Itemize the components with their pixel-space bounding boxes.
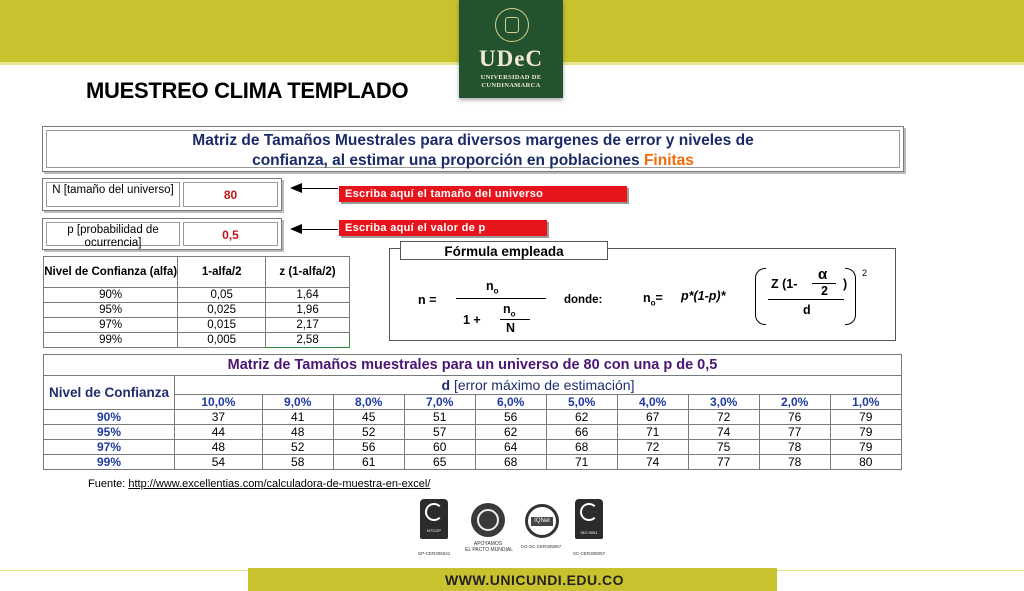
z-header-alfa: 1-alfa/2 bbox=[178, 257, 266, 288]
n0-sub: o bbox=[510, 309, 516, 319]
sample-size-cell: 79 bbox=[830, 410, 901, 425]
n-label: N [tamaño del universo] bbox=[46, 182, 180, 207]
icontec-cert-icon bbox=[420, 499, 448, 539]
sample-size-cell: 68 bbox=[475, 455, 546, 470]
sample-size-cell: 74 bbox=[688, 425, 759, 440]
formula-n0-top bbox=[486, 279, 499, 296]
sample-size-cell: 71 bbox=[617, 425, 688, 440]
table-row bbox=[44, 425, 902, 440]
n0-letter: n bbox=[503, 302, 511, 316]
equals-sign: = bbox=[655, 291, 663, 305]
p-input-box bbox=[42, 218, 282, 250]
sample-size-cell: 64 bbox=[475, 440, 546, 455]
z-header-z: z (1-alfa/2) bbox=[266, 257, 350, 288]
z-fraction-line bbox=[768, 299, 844, 300]
z-cell: 95% bbox=[44, 303, 178, 318]
n-hint-label: Escriba aquí el tamaño del universo bbox=[339, 186, 627, 202]
udec-logo bbox=[459, 0, 563, 98]
sample-size-cell: 66 bbox=[546, 425, 617, 440]
z-table bbox=[43, 256, 350, 348]
sample-size-cell: 51 bbox=[404, 410, 475, 425]
sample-size-cell: 37 bbox=[175, 410, 263, 425]
sample-matrix-title: Matriz de Tamaños muestrales para un universo de 80 con una p de 0,5 bbox=[44, 355, 902, 376]
sample-size-cell: 56 bbox=[333, 440, 404, 455]
formula-donde: donde: bbox=[564, 294, 603, 306]
cert4-cap: ISO 9001 bbox=[580, 530, 598, 535]
sample-size-cell: 79 bbox=[830, 425, 901, 440]
sample-size-cell: 61 bbox=[333, 455, 404, 470]
z-cell: 2,17 bbox=[266, 318, 350, 333]
sample-matrix-table bbox=[43, 354, 902, 470]
confidence-level-cell: 95% bbox=[44, 425, 175, 440]
table-row bbox=[44, 318, 350, 333]
p-label: p [probabilidad de ocurrencia] bbox=[46, 222, 180, 246]
cert1-code: GP-CER305041 bbox=[417, 551, 451, 556]
logo-name: UDeC bbox=[478, 46, 544, 71]
d-header bbox=[175, 376, 902, 395]
sample-size-cell: 74 bbox=[617, 455, 688, 470]
fraction-line bbox=[456, 298, 546, 299]
arrow-line bbox=[300, 229, 338, 230]
sample-size-cell: 76 bbox=[759, 410, 830, 425]
source-label: Fuente: bbox=[88, 478, 129, 490]
formula-p-expr: p*(1-p)* bbox=[681, 289, 726, 303]
sample-size-cell: 45 bbox=[333, 410, 404, 425]
sample-size-cell: 68 bbox=[546, 440, 617, 455]
confidence-level-cell: 90% bbox=[44, 410, 175, 425]
sample-size-cell: 56 bbox=[475, 410, 546, 425]
z-cell: 0,025 bbox=[178, 303, 266, 318]
sample-size-cell: 48 bbox=[175, 440, 263, 455]
sample-size-cell: 67 bbox=[617, 410, 688, 425]
footer-url[interactable]: WWW.UNICUNDI.EDU.CO bbox=[445, 572, 625, 588]
d-description: [error máximo de estimación] bbox=[453, 377, 635, 393]
arrow-line bbox=[300, 188, 338, 189]
sample-size-cell: 62 bbox=[475, 425, 546, 440]
sample-size-cell: 48 bbox=[262, 425, 333, 440]
error-col-header: 6,0% bbox=[475, 395, 546, 410]
sample-size-cell: 77 bbox=[688, 455, 759, 470]
matrix-title-line2: confianza, al estimar una proporción en poblaciones bbox=[252, 152, 640, 169]
formula-n-eq: n = bbox=[418, 293, 437, 307]
formula-title: Fórmula empleada bbox=[400, 241, 608, 260]
logo-sub-2: CUNDINAMARCA bbox=[481, 82, 541, 89]
global-compact-icon bbox=[471, 503, 505, 537]
logo-sub-1: UNIVERSIDAD DE bbox=[480, 74, 542, 81]
formula-N: N bbox=[506, 321, 516, 335]
n-value-field[interactable]: 80 bbox=[183, 182, 278, 207]
error-col-header: 10,0% bbox=[175, 395, 263, 410]
iqnet-text: IQNet bbox=[531, 517, 553, 526]
table-row bbox=[44, 410, 902, 425]
sample-size-cell: 72 bbox=[688, 410, 759, 425]
formula-close-paren: ) bbox=[843, 277, 848, 291]
sample-size-cell: 71 bbox=[546, 455, 617, 470]
formula-alpha: α bbox=[818, 266, 828, 283]
formula-one-plus: 1 + bbox=[463, 313, 481, 327]
sample-size-cell: 77 bbox=[759, 425, 830, 440]
formula-n0-def bbox=[643, 291, 663, 308]
formula-two: 2 bbox=[821, 284, 828, 298]
sample-size-cell: 80 bbox=[830, 455, 901, 470]
n0-sub: o bbox=[493, 286, 499, 296]
z-cell: 1,96 bbox=[266, 303, 350, 318]
matrix-title-finitas: Finitas bbox=[643, 152, 694, 169]
formula-d: d bbox=[803, 303, 811, 317]
formula-z-expr: Z (1- bbox=[771, 277, 798, 291]
p-value-field[interactable]: 0,5 bbox=[183, 222, 278, 246]
table-row bbox=[44, 440, 902, 455]
fraction-line-inner bbox=[500, 319, 530, 320]
z-cell: 97% bbox=[44, 318, 178, 333]
cert4-code: SC-CER305057 bbox=[572, 551, 606, 556]
sample-size-cell: 75 bbox=[688, 440, 759, 455]
sample-size-cell: 65 bbox=[404, 455, 475, 470]
z-header-nivel: Nivel de Confianza (alfa) bbox=[44, 257, 178, 288]
error-col-header: 5,0% bbox=[546, 395, 617, 410]
paren-left bbox=[755, 268, 766, 325]
error-col-header: 7,0% bbox=[404, 395, 475, 410]
error-col-header: 3,0% bbox=[688, 395, 759, 410]
sample-size-cell: 72 bbox=[617, 440, 688, 455]
z-cell: 90% bbox=[44, 288, 178, 303]
table-row bbox=[44, 303, 350, 318]
page-title: MUESTREO CLIMA TEMPLADO bbox=[86, 78, 409, 103]
source-line bbox=[88, 478, 430, 490]
n0-letter: n bbox=[643, 291, 651, 305]
error-col-header: 8,0% bbox=[333, 395, 404, 410]
cert2-cap2: EL PACTO MUNDIAL bbox=[465, 547, 513, 553]
table-row bbox=[44, 455, 902, 470]
sample-size-cell: 60 bbox=[404, 440, 475, 455]
sample-size-cell: 78 bbox=[759, 440, 830, 455]
error-col-header: 2,0% bbox=[759, 395, 830, 410]
sample-size-cell: 54 bbox=[175, 455, 263, 470]
z-cell-selected[interactable]: 2,58 bbox=[266, 333, 350, 348]
source-link[interactable]: http://www.excellentias.com/calculadora-de-muestra-en-excel/ bbox=[128, 478, 431, 490]
n0-letter: n bbox=[486, 279, 494, 293]
nivel-confianza-header: Nivel de Confianza bbox=[44, 376, 175, 410]
n-input-box bbox=[42, 178, 282, 211]
error-col-header: 9,0% bbox=[262, 395, 333, 410]
d-letter: d bbox=[441, 377, 451, 393]
sample-size-cell: 52 bbox=[262, 440, 333, 455]
sample-size-cell: 79 bbox=[830, 440, 901, 455]
seal-icon bbox=[495, 8, 529, 42]
matrix-title-line1: Matriz de Tamaños Muestrales para diversos margenes de error y niveles de bbox=[192, 132, 754, 149]
cert3-code: CO-SC-CER305057 bbox=[520, 544, 562, 549]
sample-size-cell: 58 bbox=[262, 455, 333, 470]
z-cell: 0,05 bbox=[178, 288, 266, 303]
table-row bbox=[44, 288, 350, 303]
cert1-text: NTCGP bbox=[427, 528, 441, 533]
z-cell: 99% bbox=[44, 333, 178, 348]
error-col-header: 4,0% bbox=[617, 395, 688, 410]
p-hint-label: Escriba aquí el valor de p bbox=[339, 220, 547, 236]
confidence-level-cell: 99% bbox=[44, 455, 175, 470]
iqnet-icon bbox=[525, 504, 559, 538]
sample-size-cell: 41 bbox=[262, 410, 333, 425]
formula-square: 2 bbox=[862, 268, 868, 278]
sample-size-cell: 78 bbox=[759, 455, 830, 470]
z-cell: 0,015 bbox=[178, 318, 266, 333]
confidence-level-cell: 97% bbox=[44, 440, 175, 455]
table-row bbox=[44, 333, 350, 348]
sample-size-cell: 57 bbox=[404, 425, 475, 440]
n0-sub: o bbox=[650, 298, 656, 308]
sample-size-cell: 52 bbox=[333, 425, 404, 440]
z-cell: 1,64 bbox=[266, 288, 350, 303]
cert2-cap1: APOYAMOS bbox=[473, 541, 503, 547]
sample-size-cell: 62 bbox=[546, 410, 617, 425]
sample-size-cell: 44 bbox=[175, 425, 263, 440]
z-cell: 0,005 bbox=[178, 333, 266, 348]
error-col-header: 1,0% bbox=[830, 395, 901, 410]
formula-n0-inner bbox=[503, 302, 516, 319]
matrix-title-box bbox=[42, 126, 904, 172]
